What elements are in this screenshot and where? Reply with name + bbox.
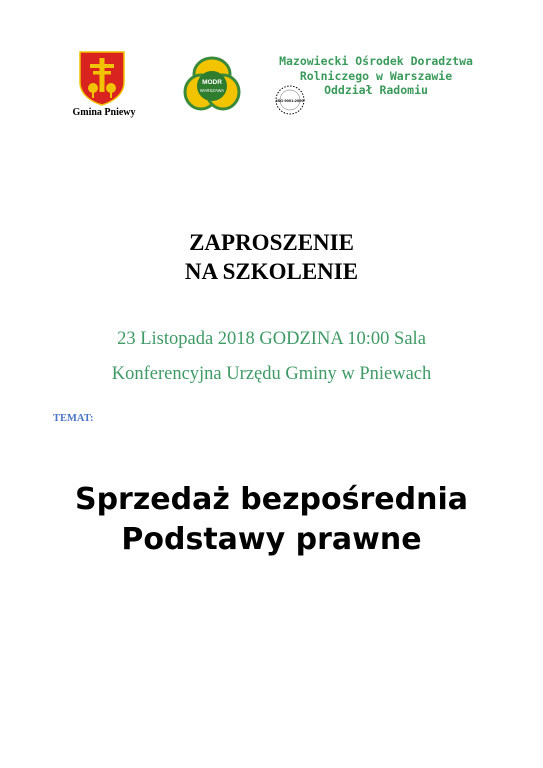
training-topic [0, 480, 543, 560]
title-line-1: ZAPROSZENIE [189, 230, 354, 255]
gmina-coat-of-arms-logo [78, 50, 126, 106]
letterhead [0, 0, 543, 130]
topic-label: TEMAT: [53, 413, 94, 424]
org-line-1: Mazowiecki Ośrodek Doradztwa [279, 54, 473, 68]
organization-name [276, 54, 476, 98]
municipality-caption: Gmina Pniewy [72, 107, 136, 118]
topic-line-2: Podstawy prawne [121, 522, 422, 557]
modr-logo [181, 52, 243, 114]
iso-certificate-stamp-icon [274, 84, 306, 116]
modr-logo-subtext: WARSZAWA [199, 88, 225, 93]
title-line-2: NA SZKOLENIE [184, 259, 359, 284]
invitation-title [0, 228, 543, 286]
org-line-3: Oddział Radomiu [324, 83, 428, 97]
details-line-1: 23 Listopada 2018 GODZINA 10:00 Sala [117, 329, 426, 349]
iso-stamp-text: ISO 9001:2000 [276, 98, 304, 103]
org-line-2: Rolniczego w Warszawie [299, 68, 453, 83]
event-details [0, 322, 543, 392]
topic-line-1: Sprzedaż bezpośrednia [74, 482, 469, 517]
modr-logo-text: MODR [202, 79, 222, 86]
details-line-2: Konferencyjna Urzędu Gminy w Pniewach [111, 364, 432, 384]
